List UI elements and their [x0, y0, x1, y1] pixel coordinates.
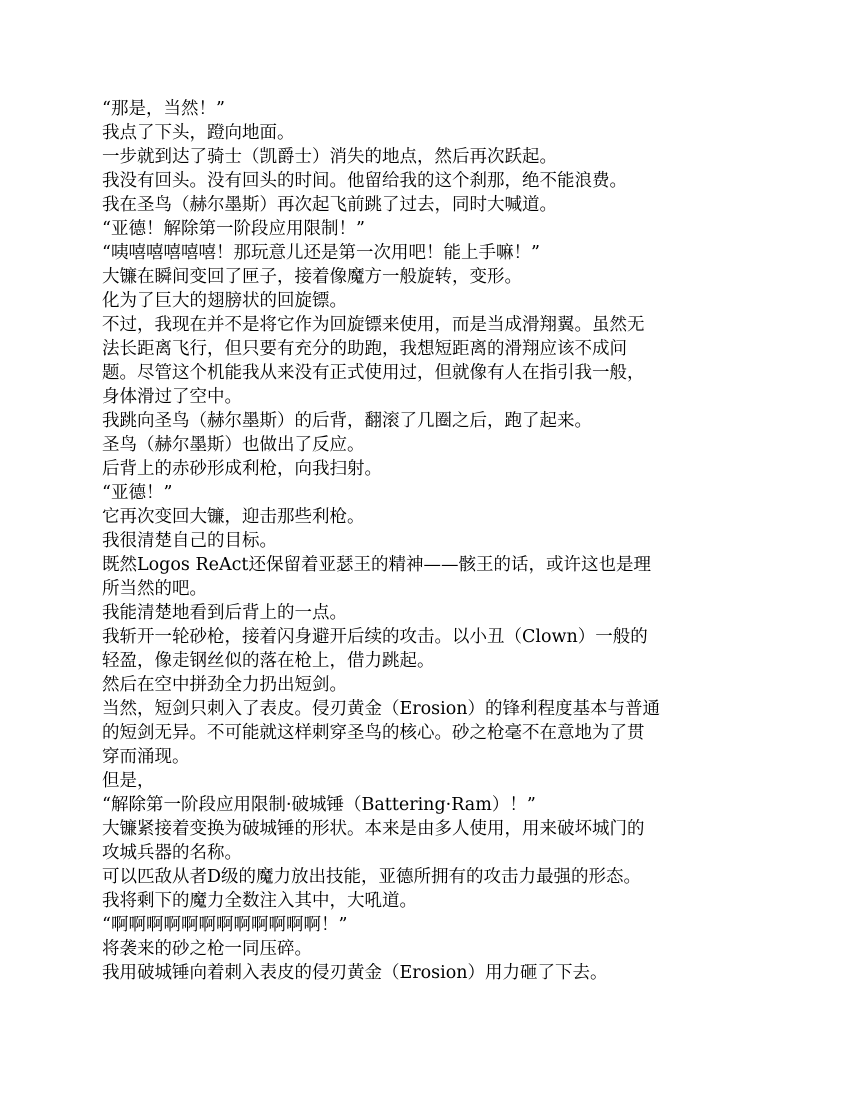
paragraph: [102, 625, 752, 673]
paragraph: 我将剩下的魔力全数注入其中，大吼道。: [102, 891, 417, 911]
document-body: [102, 97, 752, 985]
paragraph-line: 轻盈，像走钢丝似的落在枪上，借力跳起。: [102, 651, 435, 671]
paragraph: 大镰在瞬间变回了匣子，接着像魔方一般旋转，变形。: [102, 267, 522, 287]
paragraph: “啊啊啊啊啊啊啊啊啊啊啊啊！”: [102, 915, 348, 935]
paragraph-line: 法长距离飞行，但只要有充分的助跑，我想短距离的滑翔应该不成问: [102, 339, 627, 359]
paragraph: 化为了巨大的翅膀状的回旋镖。: [102, 291, 347, 311]
paragraph-line: 既然Logos ReAct还保留着亚瑟王的精神——骸王的话，或许这也是理: [102, 555, 651, 575]
paragraph: “亚德！解除第一阶段应用限制！”: [102, 219, 365, 239]
paragraph: 圣鸟（赫尔墨斯）也做出了反应。: [102, 435, 365, 455]
paragraph: [102, 697, 752, 769]
paragraph: 但是，: [102, 771, 155, 791]
paragraph: 将袭来的砂之枪一同压碎。: [102, 939, 312, 959]
paragraph: “解除第一阶段应用限制·破城锤（Battering·Ram）！”: [102, 795, 536, 815]
paragraph: “亚德！”: [102, 483, 173, 503]
paragraph: [102, 817, 752, 865]
paragraph: 我用破城锤向着刺入表皮的侵刃黄金（Erosion）用力砸了下去。: [102, 963, 608, 983]
paragraph: [102, 313, 752, 409]
paragraph-line: 的短剑无异。不可能就这样刺穿圣鸟的核心。砂之枪毫不在意地为了贯: [102, 723, 645, 743]
paragraph-line: 不过，我现在并不是将它作为回旋镖来使用，而是当成滑翔翼。虽然无: [102, 315, 645, 335]
paragraph: 后背上的赤砂形成利枪，向我扫射。: [102, 459, 382, 479]
paragraph: 它再次变回大镰，迎击那些利枪。: [102, 507, 365, 527]
paragraph: 我很清楚自己的目标。: [102, 531, 277, 551]
paragraph: 一步就到达了骑士（凯爵士）消失的地点，然后再次跃起。: [102, 147, 557, 167]
paragraph-line: 身体滑过了空中。: [102, 387, 242, 407]
paragraph: 我能清楚地看到后背上的一点。: [102, 603, 347, 623]
paragraph-line: 所当然的吧。: [102, 579, 207, 599]
paragraph: “咦嘻嘻嘻嘻嘻！那玩意儿还是第一次用吧！能上手嘛！”: [102, 243, 540, 263]
paragraph-line: 大镰紧接着变换为破城锤的形状。本来是由多人使用，用来破坏城门的: [102, 819, 645, 839]
paragraph: 我点了下头，蹬向地面。: [102, 123, 295, 143]
paragraph-line: 穿而涌现。: [102, 747, 190, 767]
paragraph: “那是，当然！”: [102, 99, 225, 119]
paragraph: 我没有回头。没有回头的时间。他留给我的这个刹那，绝不能浪费。: [102, 171, 627, 191]
paragraph-line: 攻城兵器的名称。: [102, 843, 242, 863]
paragraph-line: 题。尽管这个机能我从来没有正式使用过，但就像有人在指引我一般，: [102, 363, 645, 383]
paragraph: [102, 553, 752, 601]
paragraph: 然后在空中拼劲全力扔出短剑。: [102, 675, 347, 695]
paragraph-line: 我斩开一轮砂枪，接着闪身避开后续的攻击。以小丑（Clown）一般的: [102, 627, 648, 647]
paragraph: 可以匹敌从者D级的魔力放出技能，亚德所拥有的攻击力最强的形态。: [102, 867, 642, 887]
paragraph: 我跳向圣鸟（赫尔墨斯）的后背，翻滚了几圈之后，跑了起来。: [102, 411, 592, 431]
paragraph-line: 当然，短剑只刺入了表皮。侵刃黄金（Erosion）的锋利程度基本与普通: [102, 699, 661, 719]
paragraph: 我在圣鸟（赫尔墨斯）再次起飞前跳了过去，同时大喊道。: [102, 195, 557, 215]
